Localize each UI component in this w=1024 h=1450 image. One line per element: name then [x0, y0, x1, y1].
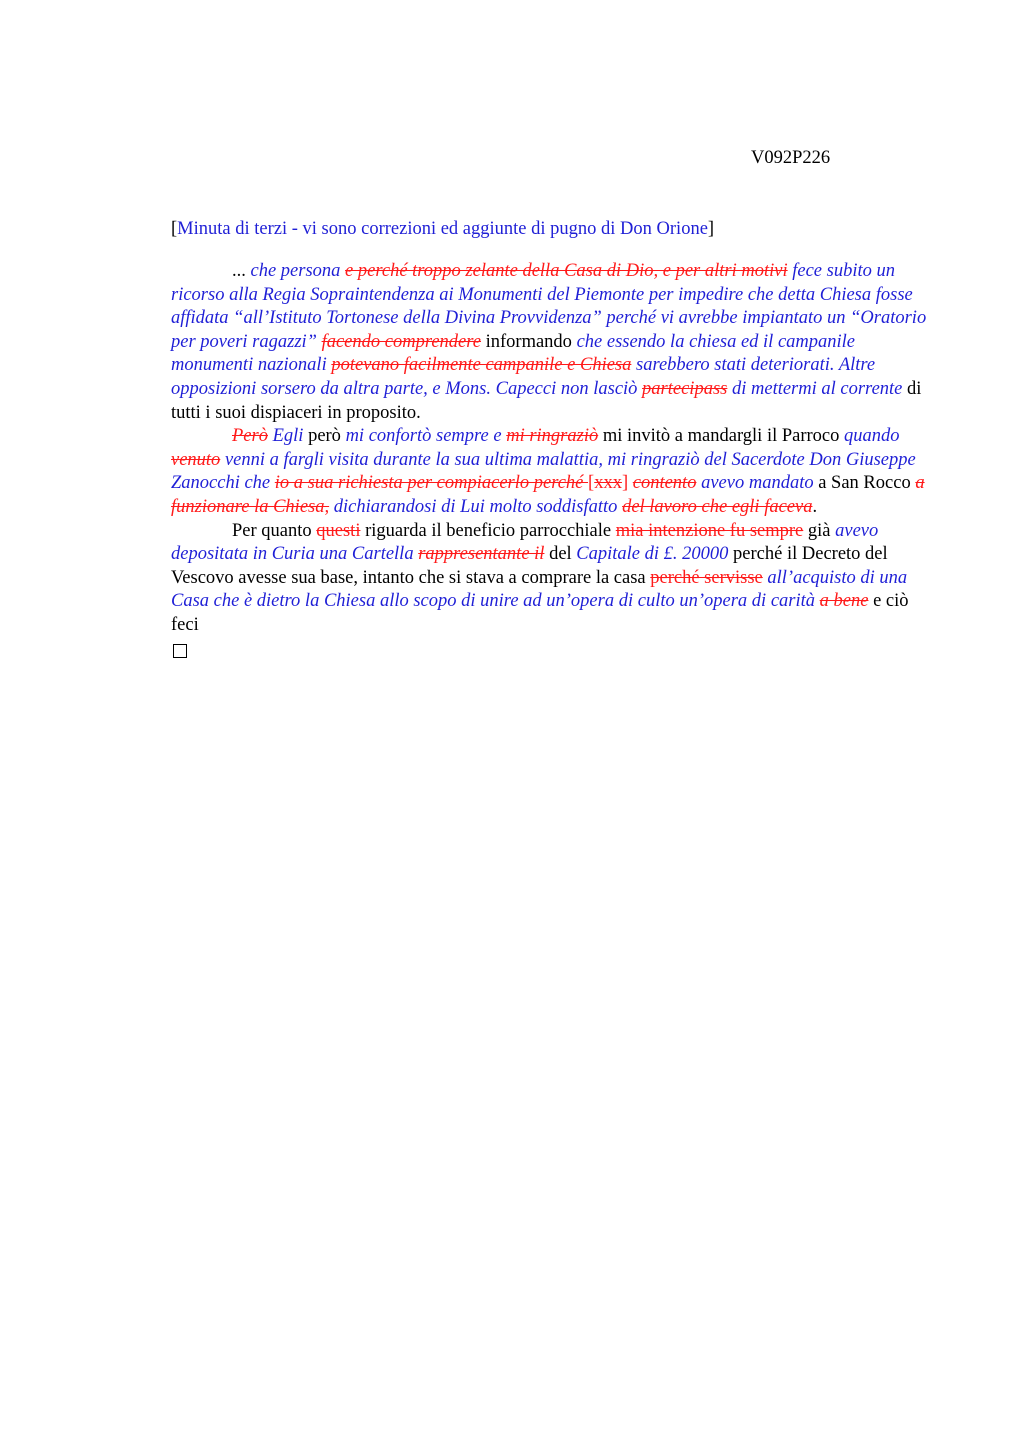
deleted-text-segment: rappresentante il: [418, 544, 545, 565]
added-text-segment: quando: [844, 426, 900, 447]
text-segment: del: [544, 544, 577, 565]
added-text-segment: venni a fargli visita durante la sua ultima malattia, mi ringraziò del Sacerdote Don Giuseppe Zanocchi che: [171, 449, 916, 494]
deleted-text-segment: mi ringraziò: [506, 426, 599, 447]
header-note-text: Minuta di terzi - vi sono correzioni ed aggiunte di pugno di Don Orione: [177, 219, 708, 239]
deleted-text-segment: facendo comprendere: [321, 331, 481, 352]
text-segment: e ciò feci: [171, 591, 909, 635]
text-segment: mi invitò a mandargli il Parroco: [598, 426, 845, 447]
header-note: [171, 216, 931, 242]
deleted-text-segment: Però: [232, 426, 268, 447]
text-segment: ...: [232, 261, 251, 281]
deleted-text-segment: e perché troppo zelante della Casa di Dio, e per altri motivi: [345, 261, 788, 281]
added-text-segment: Capitale di £. 20000: [576, 544, 729, 565]
text-segment: di tutti i suoi dispiaceri in proposito.: [171, 378, 922, 423]
text-segment: riguarda il beneficio parrocchiale: [360, 520, 616, 541]
text-segment: perché il Decreto del Vescovo avesse sua base, intanto che si stava a comprare la casa: [171, 544, 888, 588]
deleted-text-segment: venuto: [171, 449, 221, 470]
added-text-segment: fece subito un ricorso alla Regia Sopraintendenza ai Monumenti del Piemonte per impedire che detta Chiesa fosse affidata “all’Istituto Tortonese della Divina Provvidenza” perché vi avrebbe impiantato un “Oratorio per poveri ragazzi”: [171, 261, 927, 352]
checkbox-icon: [173, 644, 187, 658]
header-close-bracket: ]: [707, 219, 715, 239]
deleted-text-segment: contento: [632, 473, 697, 494]
deleted-text-segment: questi: [316, 520, 361, 541]
added-text-segment: dichiarandosi di Lui molto soddisfatto: [329, 496, 623, 517]
deleted-text-segment: a funzionare la Chiesa,: [171, 473, 925, 517]
bracket-segment: ]: [621, 473, 629, 494]
text-segment: a San Rocco: [813, 473, 916, 494]
page-id: V092P226: [751, 148, 831, 168]
added-text-segment: sarebbero stati deteriorati. Altre opposizioni sorsero da altra parte, e Mons. Capecci non lasciò: [171, 355, 876, 399]
deleted-text-segment: perché servisse: [650, 567, 763, 588]
added-text-segment: mi confortò sempre e: [345, 426, 507, 447]
text-segment: però: [303, 426, 346, 447]
deleted-text-segment: xxx: [594, 473, 622, 494]
bracket-segment: [: [588, 473, 595, 494]
deleted-text-segment: del lavoro che egli faceva: [622, 496, 813, 517]
added-text-segment: di mettermi al corrente: [727, 378, 903, 399]
added-text-segment: che essendo la chiesa ed il campanile monumenti nazionali: [171, 331, 856, 376]
deleted-text-segment: partecipass: [642, 378, 728, 399]
paragraph-3: [171, 520, 931, 638]
added-text-segment: che persona: [250, 261, 346, 281]
added-text-segment: all’acquisto di una Casa che è dietro la Chiesa allo scopo di unire ad un’opera di culto un’opera di carità: [171, 567, 908, 612]
transcription-body: [171, 216, 931, 658]
deleted-text-segment: potevano facilmente campanile e Chiesa: [331, 355, 632, 376]
deleted-text-segment: a bene: [819, 591, 869, 612]
text-segment: informando: [481, 331, 577, 352]
paragraph-1: [171, 260, 931, 425]
text-segment: già: [803, 520, 836, 541]
text-segment: Per quanto: [232, 520, 317, 541]
text-segment: .: [812, 496, 818, 517]
added-text-segment: avevo depositata in Curia una Cartella: [171, 520, 879, 565]
deleted-text-segment: mia intenzione fu sempre: [615, 520, 804, 541]
header-open-bracket: [: [171, 219, 178, 239]
deleted-text-segment: io a sua richiesta per compiacerlo perché: [274, 473, 589, 494]
paragraph-2: [171, 425, 931, 519]
added-text-segment: Egli: [267, 426, 304, 447]
added-text-segment: avevo mandato: [696, 473, 814, 494]
